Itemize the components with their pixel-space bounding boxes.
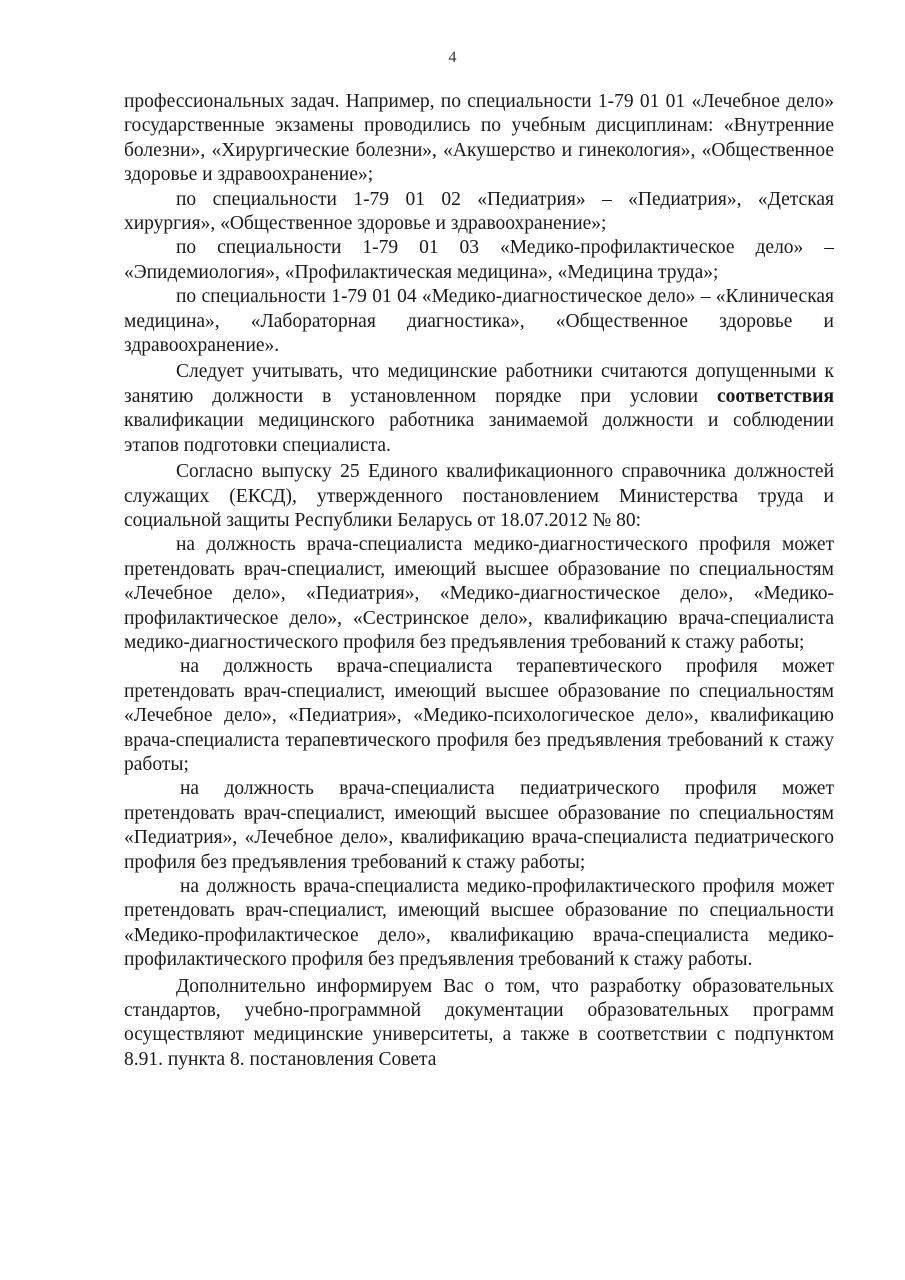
paragraph-preventive-medicine: по специальности 1-79 01 03 «Медико-профилактическое дело» – «Эпидемиология», «Профилактическая медицина», «Медицина труда»; bbox=[124, 237, 834, 283]
paragraph-diagnostic-medicine: по специальности 1-79 01 04 «Медико-диагностическое дело» – «Клиническая медицина», «Лабораторная диагностика», «Общественное здоровье и здравоохранение». bbox=[124, 286, 834, 357]
paragraph-state-exams-medical: профессиональных задач. Например, по специальности 1-79 01 01 «Лечебное дело» государственные экзамены проводились по учебным дисциплинам: «Внутренние болезни», «Хирургические болезни», «Акушерство и гинекология», «Общественное здоровье и здравоохранение»; bbox=[124, 91, 834, 186]
paragraph-additional-info: Дополнительно информируем Вас о том, что разработку образовательных стандартов, учебно-программной документации образовательных программ осуществляют медицинские университеты, а также в соответствии с подпунктом 8.91. пункта 8. постановления Совета bbox=[124, 975, 834, 1070]
paragraph-eksd-reference: Согласно выпуску 25 Единого квалификационного справочника должностей служащих (ЕКСД), утвержденного постановлением Министерства труда и социальной защиты Республики Беларусь от 18.07.2012 № 80: bbox=[124, 461, 834, 531]
paragraph-admission-conditions bbox=[124, 360, 834, 458]
paragraph-pediatric-position: на должность врача-специалиста педиатрического профиля может претендовать врач-специалист, имеющий высшее образование по специальностям «Педиатрия», «Лечебное дело», квалификацию врача-специалиста педиатрического профиля без предъявления требований к стажу работы; bbox=[124, 778, 834, 873]
admission-text-after: квалификации медицинского работника занимаемой должности и соблюдении этапов подготовки специалиста. bbox=[124, 410, 834, 456]
paragraph-pediatrics: по специальности 1-79 01 02 «Педиатрия» – «Педиатрия», «Детская хирургия», «Общественное здоровье и здравоохранение»; bbox=[124, 188, 834, 235]
page-number: 4 bbox=[448, 49, 457, 66]
document-body bbox=[124, 90, 834, 1072]
paragraph-preventive-position: на должность врача-специалиста медико-профилактического профиля может претендовать врач-специалист, имеющий высшее образование по специальности «Медико-профилактическое дело», квалификацию врача-специалиста медико-профилактического профиля без предъявления требований к стажу работы. bbox=[124, 876, 834, 971]
admission-text-before: Следует учитывать, что медицинские работники считаются допущенными к занятию должности в установленном порядке при условии bbox=[124, 361, 834, 407]
paragraph-therapeutic-position: на должность врача-специалиста терапевтического профиля может претендовать врач-специалист, имеющий высшее образование по специальностям «Лечебное дело», «Педиатрия», «Медико-психологическое дело», квалификацию врача-специалиста терапевтического профиля без предъявления требований к стажу работы; bbox=[124, 656, 834, 775]
paragraph-diagnostic-position: на должность врача-специалиста медико-диагностического профиля может претендовать врач-специалист, имеющий высшее образование по специальностям «Лечебное дело», «Педиатрия», «Медико-диагностическое дело», «Медико-профилактическое дело», «Сестринское дело», квалификацию врача-специалиста медико-диагностического профиля без предъявления требований к стажу работы; bbox=[124, 534, 834, 653]
admission-bold-term: соответствия bbox=[716, 385, 835, 407]
